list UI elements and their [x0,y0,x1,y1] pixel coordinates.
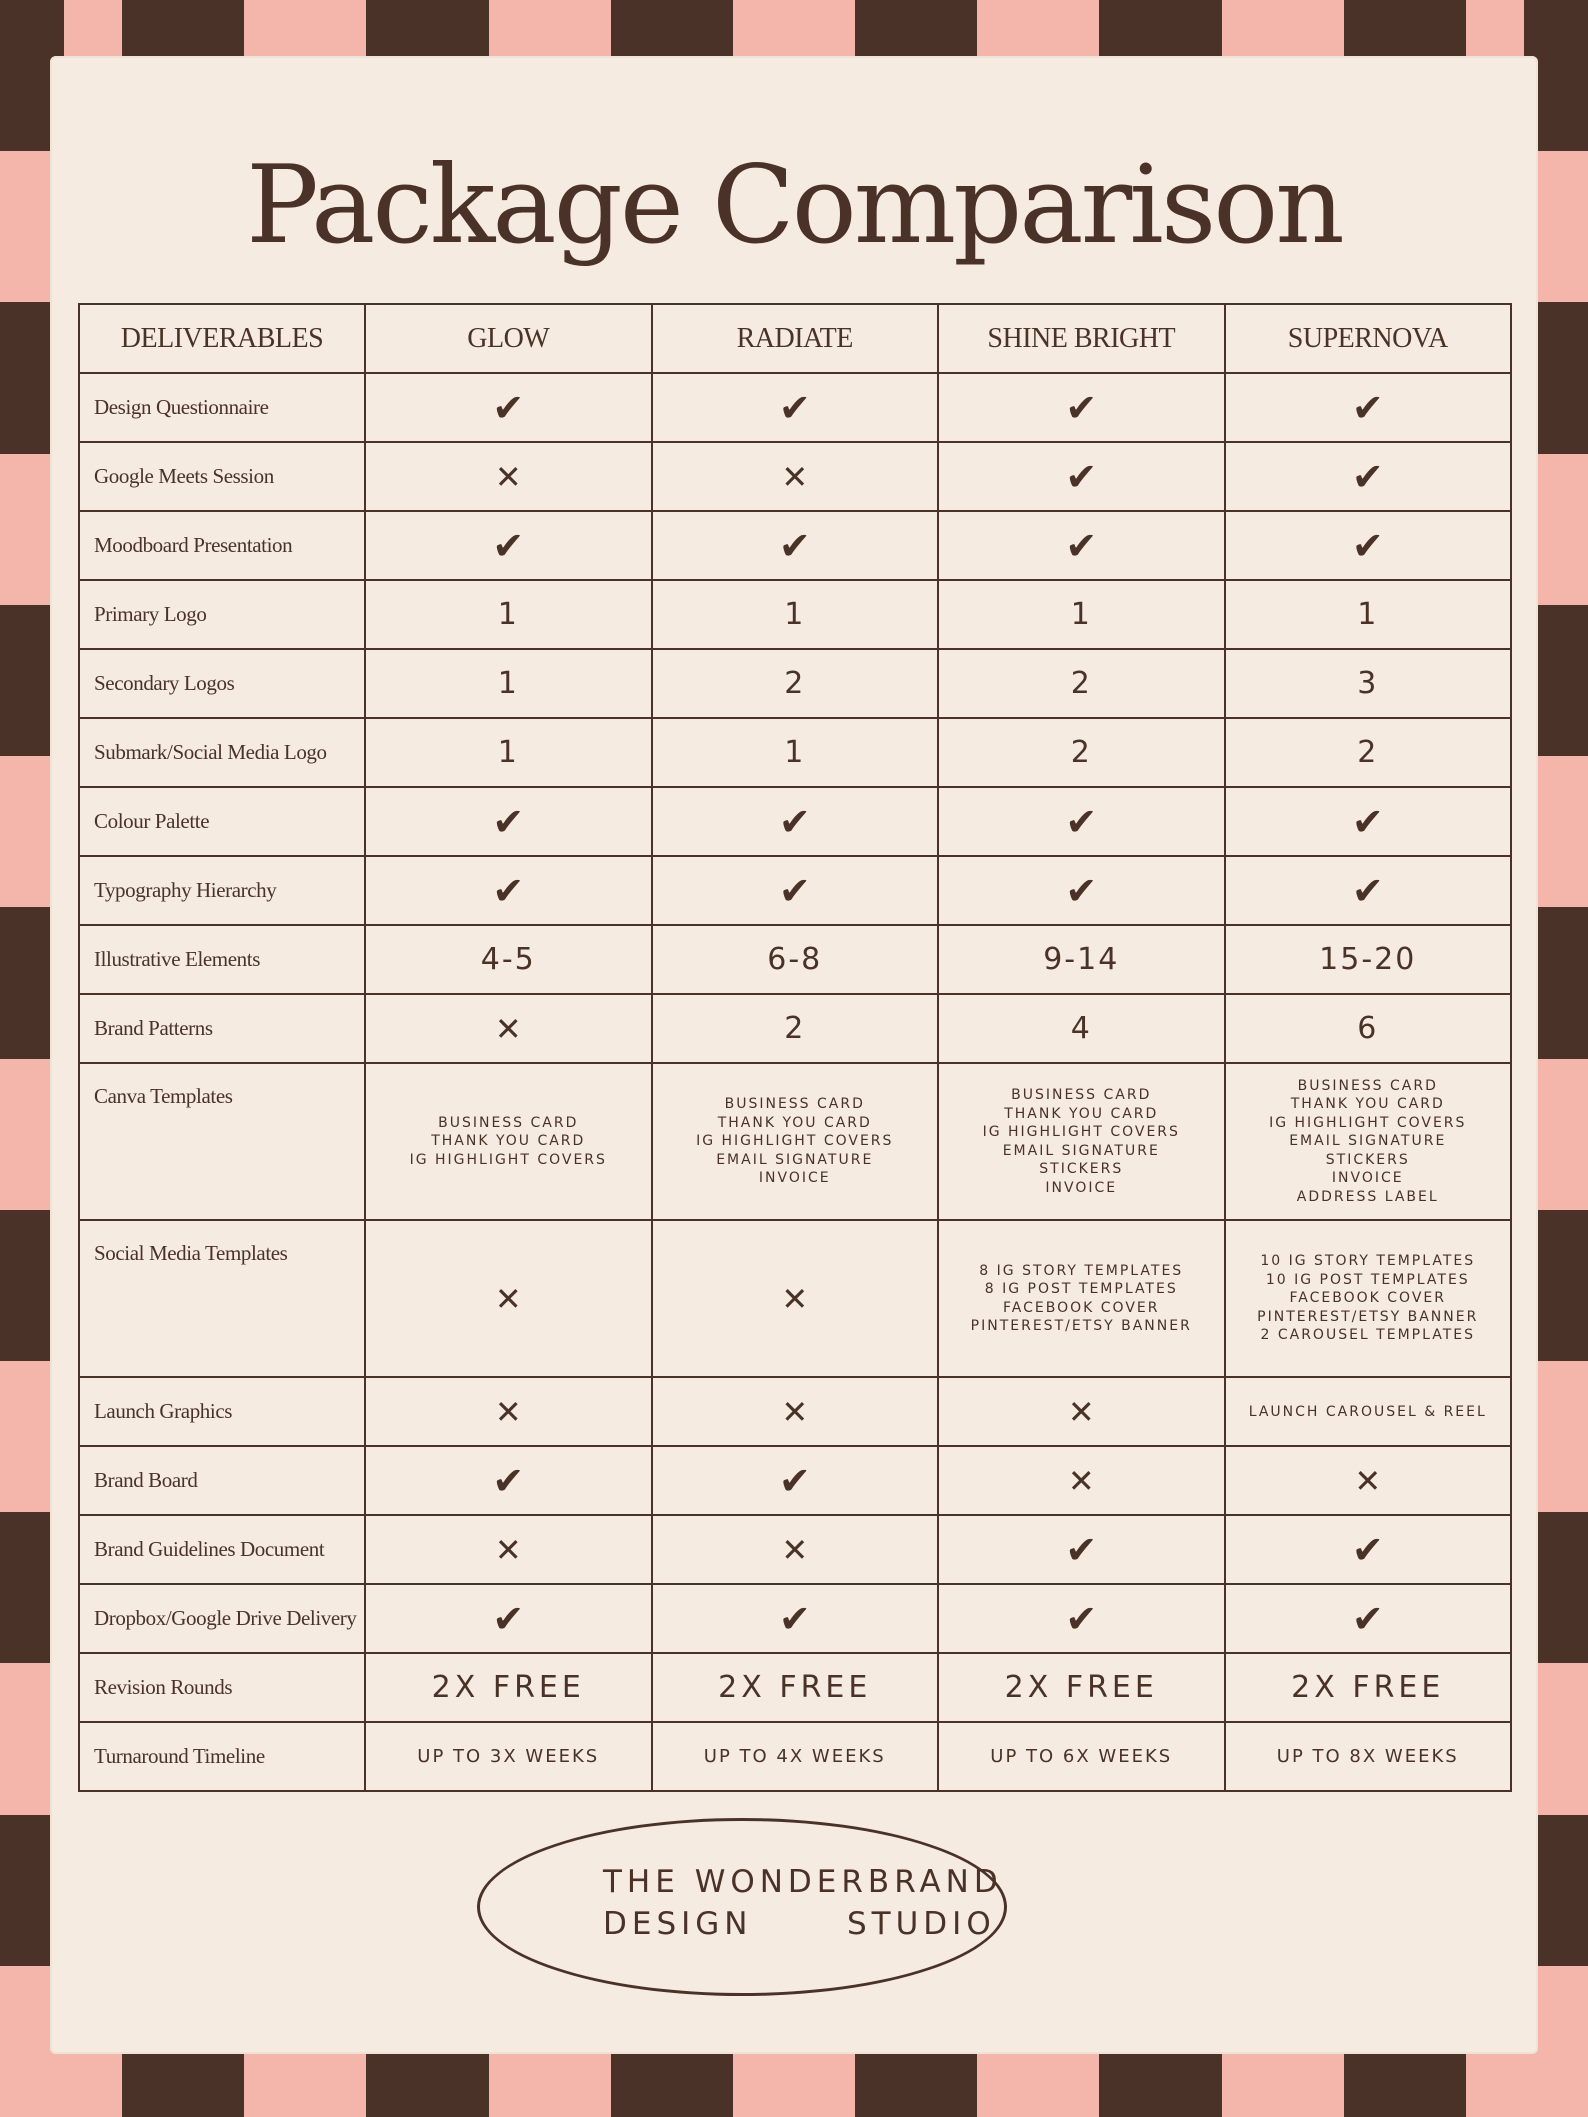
cell-glow [365,1446,652,1515]
table-row [79,373,1511,442]
cell-radiate [652,1377,939,1446]
cell-radiate [652,1446,939,1515]
cell-glow [365,1653,652,1722]
row-label: Google Meets Session [79,442,365,511]
cell-value: 4-5 [480,942,536,977]
check-icon: ✔ [492,1596,525,1641]
column-header-deliverables: DELIVERABLES [79,304,365,373]
row-label: Launch Graphics [79,1377,365,1446]
cell-supernova [1225,1220,1512,1377]
border-square [244,0,366,64]
table-row [79,1515,1511,1584]
cell-radiate [652,925,939,994]
studio-logo-line-1: THE WONDERBRAND [603,1864,1003,1900]
cell-glow [365,718,652,787]
cross-icon: ✕ [781,1392,809,1431]
table-row [79,511,1511,580]
table-row [79,1220,1511,1377]
border-square [1099,0,1221,64]
cell-value: 6-8 [767,942,823,977]
row-label: Typography Hierarchy [79,856,365,925]
cell-value: 2 [1070,666,1092,701]
list-item: THANK YOU CARD [431,1133,586,1150]
cell-value: 1 [784,735,806,770]
cell-shine-bright [938,373,1225,442]
row-label: Brand Patterns [79,994,365,1063]
paper-sheet [50,56,1538,2054]
cell-radiate [652,718,939,787]
list-item: BUSINESS CARD [438,1114,579,1131]
cell-glow [365,580,652,649]
cell-supernova [1225,1063,1512,1220]
cell-supernova [1225,511,1512,580]
row-label: Canva Templates [79,1063,365,1220]
cell-radiate [652,1515,939,1584]
cell-shine-bright [938,1584,1225,1653]
check-icon: ✔ [492,1458,525,1503]
check-icon: ✔ [1065,523,1098,568]
list-item: IG HIGHLIGHT COVERS [696,1133,894,1150]
cross-icon: ✕ [781,1279,809,1318]
list-item: LAUNCH CAROUSEL & REEL [1248,1403,1487,1420]
cell-shine-bright [938,442,1225,511]
cell-supernova [1225,787,1512,856]
cell-supernova [1225,994,1512,1063]
row-label: Dropbox/Google Drive Delivery [79,1584,365,1653]
row-label: Brand Board [79,1446,365,1515]
cell-radiate [652,1220,939,1377]
cell-shine-bright [938,718,1225,787]
cell-shine-bright [938,1446,1225,1515]
list-item: INVOICE [1045,1179,1118,1196]
list-item: BUSINESS CARD [724,1096,865,1113]
border-square [611,0,733,64]
cell-glow [365,1063,652,1220]
cell-glow [365,1584,652,1653]
row-label: Turnaround Timeline [79,1722,365,1791]
cell-glow [365,787,652,856]
check-icon: ✔ [778,1596,811,1641]
border-bottom [0,2053,1588,2117]
row-label: Social Media Templates [79,1220,365,1377]
border-square [611,2053,733,2117]
cell-shine-bright [938,649,1225,718]
list-item: 8 IG POST TEMPLATES [984,1281,1178,1297]
cell-value: 2X FREE [718,1670,872,1705]
list-item: IG HIGHLIGHT COVERS [1269,1114,1467,1131]
cell-value: 1 [1357,597,1379,632]
cell-glow [365,1515,652,1584]
cell-value: 3 [1357,666,1379,701]
cell-value: 1 [784,597,806,632]
cell-shine-bright [938,1063,1225,1220]
cell-glow [365,856,652,925]
check-icon: ✔ [492,799,525,844]
cell-shine-bright [938,1377,1225,1446]
border-square [122,0,244,64]
cell-glow [365,1220,652,1377]
check-icon: ✔ [492,523,525,568]
table-header-row [79,304,1511,373]
list-item: THANK YOU CARD [1290,1096,1445,1113]
cell-supernova [1225,718,1512,787]
border-square [977,2053,1099,2117]
cell-value: 2X FREE [1004,1670,1158,1705]
cell-supernova [1225,1377,1512,1446]
studio-logo-line-2-left: DESIGN [603,1906,753,1942]
table-row [79,1377,1511,1446]
row-label: Primary Logo [79,580,365,649]
cell-radiate [652,442,939,511]
list-item: EMAIL SIGNATURE [716,1151,874,1168]
list-item: 2 CAROUSEL TEMPLATES [1260,1327,1475,1344]
border-square [122,2053,244,2117]
check-icon: ✔ [1351,1527,1384,1572]
cell-shine-bright [938,1220,1225,1377]
border-square [366,0,488,64]
cell-shine-bright [938,856,1225,925]
cell-supernova [1225,649,1512,718]
cell-shine-bright [938,1653,1225,1722]
table-row [79,1446,1511,1515]
cell-value: 1 [497,735,519,770]
page-title: Package Comparison [246,143,1342,268]
list-item: INVOICE [1331,1170,1404,1187]
border-square [733,0,855,64]
cell-value: 1 [1070,597,1092,632]
cell-glow [365,649,652,718]
cross-icon: ✕ [781,457,809,496]
cell-value: 1 [497,597,519,632]
cell-shine-bright [938,787,1225,856]
row-label: Design Questionnaire [79,373,365,442]
check-icon: ✔ [1351,454,1384,499]
cross-icon: ✕ [494,1392,522,1431]
cell-radiate [652,373,939,442]
check-icon: ✔ [1351,868,1384,913]
check-icon: ✔ [1351,1596,1384,1641]
table-row [79,1063,1511,1220]
cell-radiate [652,787,939,856]
cell-value: 9-14 [1043,942,1120,977]
border-square [733,2053,855,2117]
border-square [489,2053,611,2117]
check-icon: ✔ [1065,385,1098,430]
border-top [0,0,1588,64]
row-label: Brand Guidelines Document [79,1515,365,1584]
cell-supernova [1225,856,1512,925]
border-square [977,0,1099,64]
border-square [1222,2053,1344,2117]
cell-radiate [652,1063,939,1220]
table-row [79,856,1511,925]
table-row [79,1653,1511,1722]
cell-glow [365,442,652,511]
list-item: 8 IG STORY TEMPLATES [979,1262,1184,1279]
table-row [79,1722,1511,1791]
border-square [1222,0,1344,64]
table-row [79,994,1511,1063]
list-item: 10 IG STORY TEMPLATES [1260,1253,1476,1270]
cell-glow [365,511,652,580]
cell-radiate [652,1653,939,1722]
cross-icon: ✕ [494,1009,522,1048]
border-square [366,2053,488,2117]
column-header-supernova: SUPERNOVA [1225,304,1512,373]
border-square [855,2053,977,2117]
cell-shine-bright [938,511,1225,580]
cell-radiate [652,649,939,718]
check-icon: ✔ [1065,868,1098,913]
cell-value: UP TO 4X WEEKS [703,1746,886,1767]
cell-glow [365,1722,652,1791]
row-label: Colour Palette [79,787,365,856]
column-header-glow: GLOW [365,304,652,373]
check-icon: ✔ [492,385,525,430]
check-icon: ✔ [1351,385,1384,430]
list-item: PINTEREST/ETSY BANNER [970,1318,1192,1334]
check-icon: ✔ [1065,799,1098,844]
cross-icon: ✕ [494,457,522,496]
cell-value: 2X FREE [431,1670,585,1705]
cell-value: UP TO 8X WEEKS [1276,1746,1459,1767]
cross-icon: ✕ [1354,1461,1382,1500]
table-row [79,649,1511,718]
row-label: Moodboard Presentation [79,511,365,580]
cell-radiate [652,1722,939,1791]
table-row [79,1584,1511,1653]
check-icon: ✔ [778,385,811,430]
cell-glow [365,373,652,442]
list-item: STICKERS [1325,1151,1410,1168]
list-item: THANK YOU CARD [1004,1105,1159,1122]
check-icon: ✔ [1351,799,1384,844]
cell-supernova [1225,1653,1512,1722]
table-row [79,925,1511,994]
cell-value: 2 [784,666,806,701]
list-item: FACEBOOK COVER [1003,1299,1160,1316]
comparison-table [78,303,1512,1792]
border-square [489,0,611,64]
cross-icon: ✕ [1067,1461,1095,1500]
row-label: Revision Rounds [79,1653,365,1722]
row-label: Submark/Social Media Logo [79,718,365,787]
check-icon: ✔ [778,799,811,844]
row-label: Secondary Logos [79,649,365,718]
list-item: 10 IG POST TEMPLATES [1265,1271,1470,1288]
check-icon: ✔ [1065,454,1098,499]
table-row [79,442,1511,511]
cell-value: 2 [1070,735,1092,770]
check-icon: ✔ [1351,523,1384,568]
cell-radiate [652,856,939,925]
table-row [79,580,1511,649]
table-row [79,718,1511,787]
cell-supernova [1225,1584,1512,1653]
cell-supernova [1225,442,1512,511]
border-square [1344,2053,1466,2117]
studio-logo-line-2-right: STUDIO [847,1906,996,1942]
list-item: EMAIL SIGNATURE [1289,1133,1447,1150]
cell-value: 4 [1070,1011,1092,1046]
cross-icon: ✕ [494,1279,522,1318]
row-label: Illustrative Elements [79,925,365,994]
list-item: EMAIL SIGNATURE [1002,1142,1160,1159]
cell-shine-bright [938,580,1225,649]
list-item: INVOICE [758,1170,831,1187]
cell-shine-bright [938,925,1225,994]
cell-supernova [1225,925,1512,994]
cell-supernova [1225,1722,1512,1791]
cell-radiate [652,580,939,649]
cell-shine-bright [938,1515,1225,1584]
cross-icon: ✕ [1067,1392,1095,1431]
border-square [1344,0,1466,64]
cell-supernova [1225,373,1512,442]
table-row [79,787,1511,856]
cell-value: 2 [1357,735,1379,770]
border-square [855,0,977,64]
check-icon: ✔ [492,868,525,913]
cell-radiate [652,994,939,1063]
list-item: IG HIGHLIGHT COVERS [409,1151,607,1168]
list-item: THANK YOU CARD [717,1114,872,1131]
cell-value: 2 [784,1011,806,1046]
list-item: BUSINESS CARD [1297,1077,1438,1094]
list-item: ADDRESS LABEL [1296,1188,1439,1205]
check-icon: ✔ [778,1458,811,1503]
check-icon: ✔ [778,868,811,913]
cell-value: 1 [497,666,519,701]
border-square [1099,2053,1221,2117]
cell-glow [365,925,652,994]
column-header-radiate: RADIATE [652,304,939,373]
cell-shine-bright [938,1722,1225,1791]
cell-supernova [1225,580,1512,649]
border-square [244,2053,366,2117]
cell-value: 6 [1357,1011,1379,1046]
list-item: STICKERS [1039,1161,1124,1177]
cell-value: UP TO 6X WEEKS [990,1746,1173,1767]
cell-value: 15-20 [1319,942,1417,977]
check-icon: ✔ [1065,1527,1098,1572]
cross-icon: ✕ [494,1530,522,1569]
check-icon: ✔ [1065,1596,1098,1641]
table-body [79,373,1511,1791]
cell-glow [365,1377,652,1446]
cell-supernova [1225,1515,1512,1584]
cell-supernova [1225,1446,1512,1515]
list-item: IG HIGHLIGHT COVERS [982,1124,1180,1140]
cell-radiate [652,1584,939,1653]
cell-shine-bright [938,994,1225,1063]
check-icon: ✔ [778,523,811,568]
column-header-shine-bright: SHINE BRIGHT [938,304,1225,373]
cell-value: 2X FREE [1291,1670,1445,1705]
list-item: FACEBOOK COVER [1289,1290,1446,1307]
cell-glow [365,994,652,1063]
list-item: PINTEREST/ETSY BANNER [1257,1308,1479,1325]
cell-value: UP TO 3X WEEKS [417,1746,600,1767]
list-item: BUSINESS CARD [1011,1087,1152,1103]
cell-radiate [652,511,939,580]
cross-icon: ✕ [781,1530,809,1569]
